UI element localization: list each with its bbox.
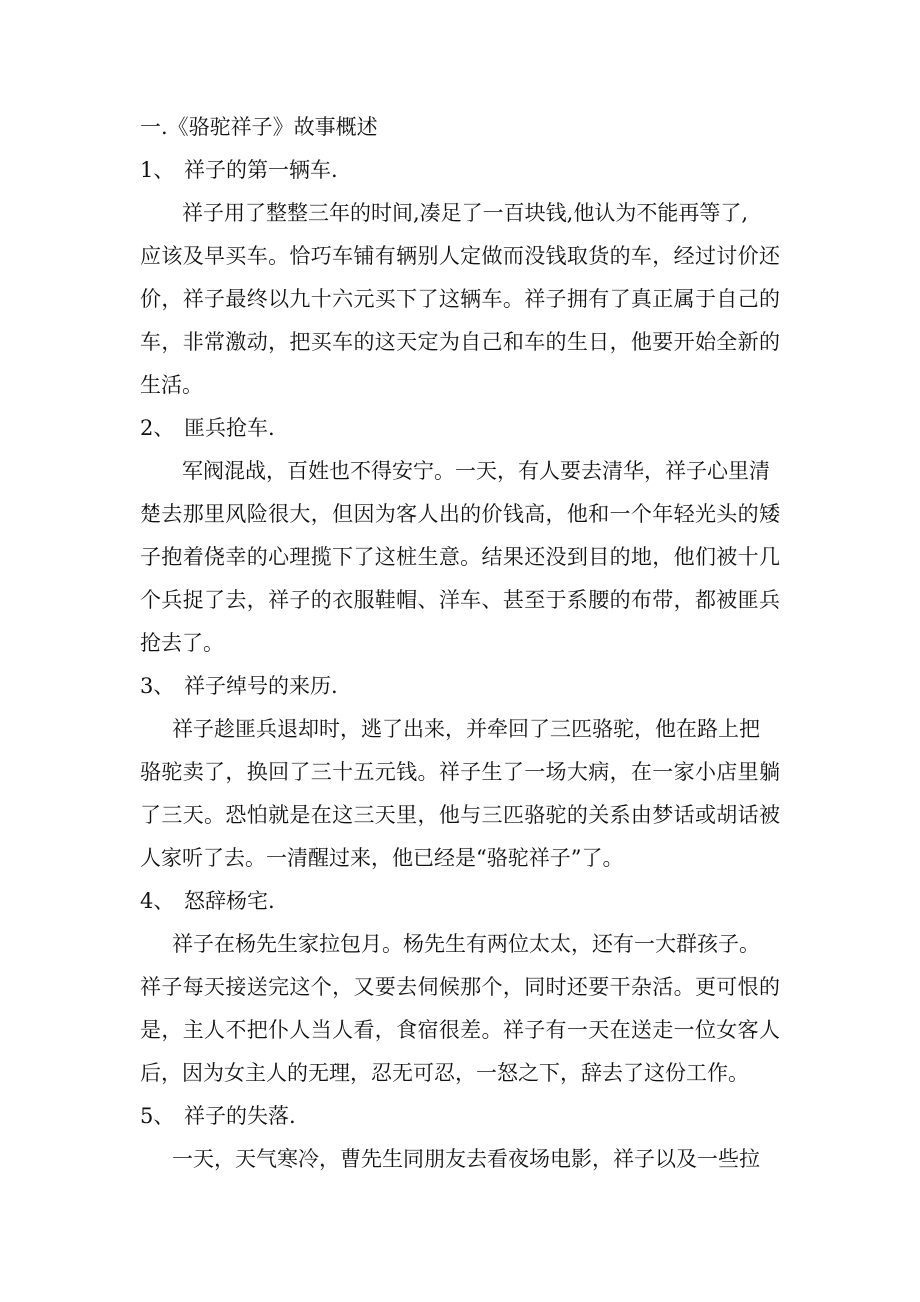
section-number: 4、 bbox=[140, 889, 175, 913]
paragraph-line: 军阀混战，百姓也不得安宁。一天，有人要去清华，祥子心里清 bbox=[182, 459, 770, 483]
section-number: 5、 bbox=[140, 1104, 175, 1128]
paragraph-line: 个兵捉了去，祥子的衣服鞋帽、洋车、甚至于系腰的布带，都被匪兵 bbox=[140, 588, 780, 612]
section-2-heading bbox=[140, 415, 275, 441]
paragraph-line: 祥子趁匪兵退却时，逃了出来，并牵回了三匹骆驼，他在路上把 bbox=[172, 717, 760, 741]
paragraph-line: 祥子在杨先生家拉包月。杨先生有两位太太，还有一大群孩子。 bbox=[172, 932, 760, 956]
paragraph-line: 是，主人不把仆人当人看，食宿很差。祥子有一天在送走一位女客人 bbox=[140, 1018, 780, 1042]
section-3-heading bbox=[140, 673, 338, 699]
document-heading: 一.《骆驼祥子》故事概述 bbox=[140, 115, 378, 139]
paragraph-line: 后，因为女主人的无理，忍无可忍，一怒之下，辞去了这份工作。 bbox=[140, 1061, 749, 1085]
paragraph-line: 骆驼卖了，换回了三十五元钱。祥子生了一场大病，在一家小店里躺 bbox=[140, 760, 780, 784]
section-title: 祥子的第一辆车. bbox=[184, 158, 338, 182]
paragraph-line: 楚去那里风险很大，但因为客人出的价钱高，他和一个年轻光头的矮 bbox=[140, 502, 780, 526]
section-number: 2、 bbox=[140, 416, 175, 440]
paragraph-line: 车，非常激动，把买车的这天定为自己和车的生日，他要开始全新的 bbox=[140, 330, 780, 354]
paragraph-line: 子抱着侥幸的心理揽下了这桩生意。结果还没到目的地，他们被十几 bbox=[140, 545, 780, 569]
paragraph-line: 了三天。恐怕就是在这三天里，他与三匹骆驼的关系由梦话或胡话被 bbox=[140, 803, 780, 827]
section-5-heading bbox=[140, 1103, 296, 1129]
paragraph-line: 应该及早买车。恰巧车铺有辆别人定做而没钱取货的车，经过讨价还 bbox=[140, 244, 780, 268]
section-1-heading bbox=[140, 157, 338, 183]
section-number: 3、 bbox=[140, 674, 175, 698]
paragraph-line: 抢去了。 bbox=[140, 631, 224, 655]
section-4-heading bbox=[140, 888, 275, 914]
paragraph-line: 价，祥子最终以九十六元买下了这辆车。祥子拥有了真正属于自己的 bbox=[140, 287, 780, 311]
paragraph-line: 生活。 bbox=[140, 373, 203, 397]
section-title: 祥子绰号的来历. bbox=[184, 674, 338, 698]
paragraph-line: 祥子每天接送完这个，又要去伺候那个，同时还要干杂活。更可恨的 bbox=[140, 975, 780, 999]
section-title: 怒辞杨宅. bbox=[184, 889, 275, 913]
section-title: 祥子的失落. bbox=[184, 1104, 296, 1128]
paragraph-line: 祥子用了整整三年的时间,凑足了一百块钱,他认为不能再等了, bbox=[182, 201, 749, 225]
paragraph-line: 人家听了去。一清醒过来，他已经是“骆驼祥子”了。 bbox=[140, 846, 624, 870]
section-title: 匪兵抢车. bbox=[184, 416, 275, 440]
section-number: 1、 bbox=[140, 158, 175, 182]
paragraph-line: 一天，天气寒冷，曹先生同朋友去看夜场电影，祥子以及一些拉 bbox=[172, 1147, 760, 1171]
